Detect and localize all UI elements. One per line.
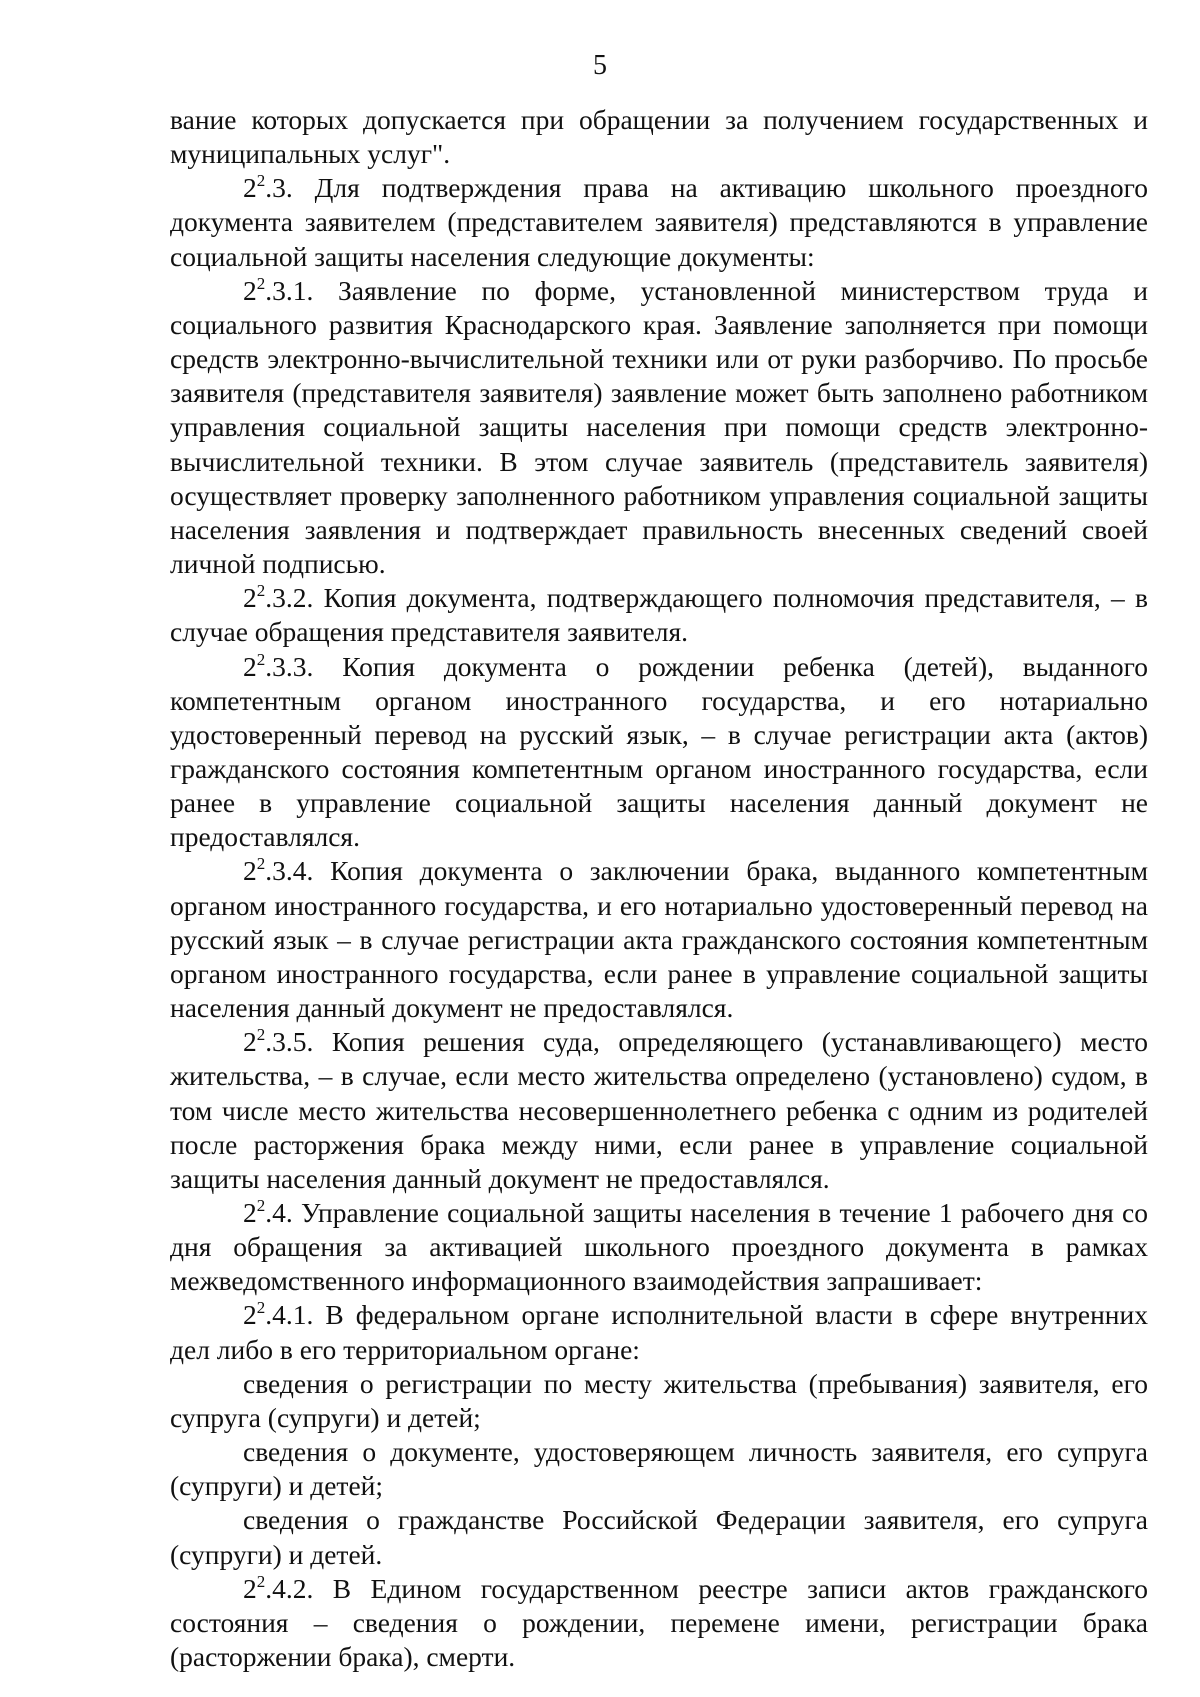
paragraph-text: сведения о документе, удостоверяющем личность заявителя, его супруга (супруги) и детей;: [170, 1436, 1148, 1502]
page-number: 5: [593, 50, 607, 81]
clause-number-base: 2: [243, 855, 257, 887]
list-item-identity-document: [170, 1435, 1148, 1503]
clause-number-superscript: 2: [256, 1025, 266, 1045]
clause-number-base: 2: [243, 1197, 257, 1228]
paragraph-text: .3.4. Копия документа о заключении брака, выданного компетентным органом иностранного государства, и его нотариально удостоверенный перевод на русский язык – в случае регистрации акта гражданского состояния компетентным органом иностранного государства, если ранее в управление социальной защиты населения данный документ не предоставлялся.: [170, 855, 1148, 1024]
document-body: [170, 103, 1148, 1674]
clause-number-base: 2: [243, 274, 257, 306]
clause-number-superscript: 2: [256, 581, 266, 601]
paragraph-2-3-3: [170, 650, 1148, 855]
clause-number-base: 2: [243, 650, 257, 682]
list-item-citizenship: [170, 1503, 1148, 1571]
paragraph-text: .3. Для подтверждения права на активацию школьного проездного документа заявителем (представителем заявителя) представляются в управление социальной защиты населения следующие документы:: [170, 172, 1148, 272]
clause-number-base: 2: [243, 1026, 257, 1058]
paragraph-text: .4.2. В Едином государственном реестре записи актов гражданского состояния – сведения о рождении, перемене имени, регистрации брака (расторжении брака), смерти.: [170, 1572, 1148, 1673]
paragraph-text: вание которых допускается при обращении за получением государственных и муниципальных услуг".: [170, 104, 1148, 170]
clause-number-base: 2: [243, 582, 257, 614]
clause-number-superscript: 2: [256, 649, 266, 669]
paragraph-2-4: [170, 1196, 1148, 1298]
clause-number-superscript: 2: [256, 1196, 266, 1215]
paragraph-text: .3.1. Заявление по форме, установленной министерством труда и социального развития Краснодарского края. Заявление заполняется при помощи средств электронно-вычислительной техники или от руки разборчиво. По просьбе заявителя (представителя заявителя) заявление может быть заполнено работником управления социальной защиты населения при помощи средств электронно-вычислительной техники. В этом случае заявитель (представитель заявителя) осуществляет проверку заполненного работником управления социальной защиты населения заявления и подтверждает правильность внесенных сведений своей личной подписью.: [170, 274, 1148, 580]
paragraph-2-3: [170, 171, 1148, 273]
paragraph-2-3-2: [170, 581, 1148, 649]
paragraph-2-3-4: [170, 854, 1148, 1025]
clause-number-superscript: 2: [256, 1298, 266, 1318]
paragraph-2-4-1: [170, 1298, 1148, 1366]
paragraph-text: .3.2. Копия документа, подтверждающего полномочия представителя, – в случае обращения представителя заявителя.: [170, 582, 1148, 648]
paragraph-text: .4.1. В федеральном органе исполнительной власти в сфере внутренних дел либо в его территориальном органе:: [170, 1299, 1148, 1365]
clause-number-superscript: 2: [256, 171, 266, 191]
clause-number-superscript: 2: [256, 273, 266, 293]
clause-number-base: 2: [243, 1299, 257, 1331]
clause-number-superscript: 2: [256, 1571, 266, 1591]
paragraph-2-3-1: [170, 274, 1148, 581]
clause-number-base: 2: [243, 1572, 257, 1604]
paragraph-text: сведения о гражданстве Российской Федерации заявителя, его супруга (супруги) и детей.: [170, 1504, 1148, 1570]
paragraph-text: .3.3. Копия документа о рождении ребенка (детей), выданного компетентным органом иностранного государства, и его нотариально удостоверенный перевод на русский язык, – в случае регистрации акта (актов) гражданского состояния компетентным органом иностранного государства, если ранее в управление социальной защиты населения данный документ не предоставлялся.: [170, 650, 1148, 853]
list-item-registration: [170, 1367, 1148, 1435]
clause-number-base: 2: [243, 172, 257, 204]
paragraph-text: .3.5. Копия решения суда, определяющего (устанавливающего) место жительства, – в случае, если место жительства определено (установлено) судом, в том числе место жительства несовершеннолетнего ребенка с одним из родителей после расторжения брака между ними, если ранее в управление социальной защиты населения данный документ не предоставлялся.: [170, 1026, 1148, 1194]
paragraph-continuation: [170, 103, 1148, 171]
paragraph-text: .4. Управление социальной защиты населения в течение 1 рабочего дня со дня обращения за активацией школьного проездного документа в рамках межведомственного информационного взаимодействия запрашивает:: [170, 1197, 1148, 1297]
paragraph-text: сведения о регистрации по месту жительства (пребывания) заявителя, его супруга (супруги) и детей;: [170, 1367, 1148, 1433]
paragraph-2-4-2: [170, 1572, 1148, 1674]
paragraph-2-3-5: [170, 1025, 1148, 1196]
clause-number-superscript: 2: [256, 854, 266, 874]
